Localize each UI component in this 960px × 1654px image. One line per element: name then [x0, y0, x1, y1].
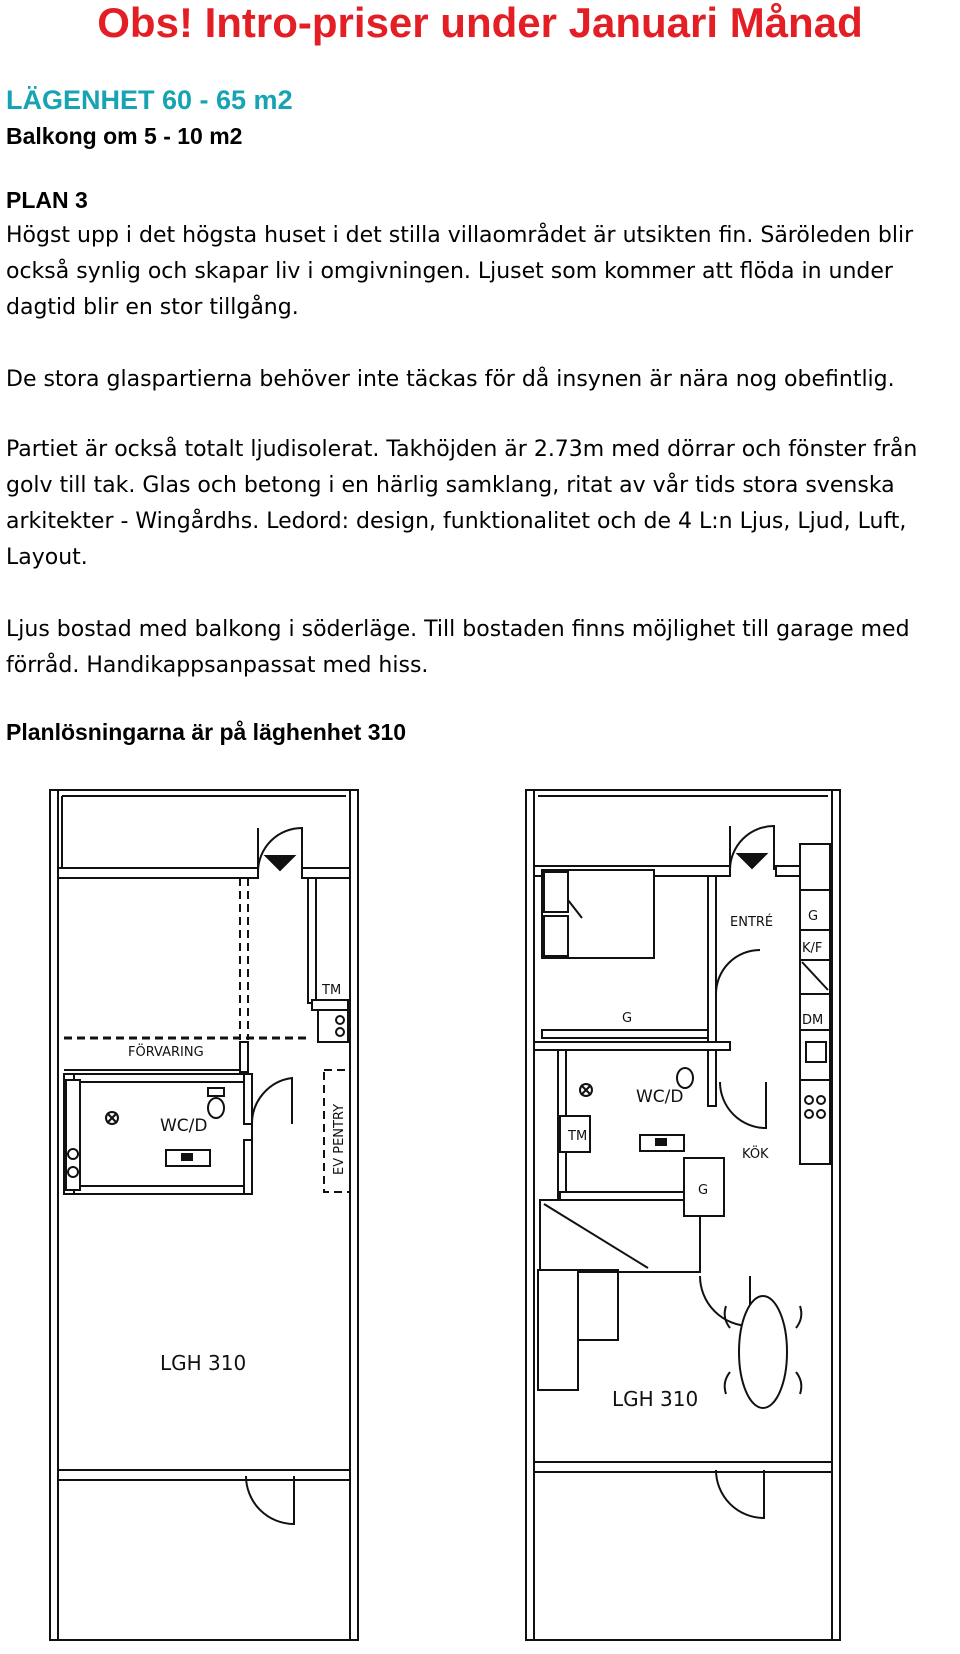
g-label-top: G	[808, 909, 819, 924]
floor-plans-heading: Planlösningarna är på läghenhet 310	[6, 719, 407, 745]
floor-plan-heading: PLAN 3	[6, 187, 88, 213]
description-paragraph-glass: De stora glaspartierna behöver inte täckas för då insynen är nära nog obefintlig.	[6, 367, 895, 392]
wc-label: WC/D	[160, 1116, 208, 1136]
kitchen-label: KÖK	[742, 1147, 769, 1162]
pantry-label: EV PENTRY	[332, 1103, 347, 1175]
floor-plan-open-layout	[40, 780, 440, 1650]
description-paragraph-features: Ljus bostad med balkong i söderläge. Till bostaden finns möjlighet till garage med förråd. Handikappsanpassat med hiss.	[6, 617, 910, 678]
storage-label: FÖRVARING	[128, 1045, 204, 1060]
balcony-size-subheading: Balkong om 5 - 10 m2	[6, 123, 243, 149]
tm-label-right: TM	[568, 1129, 588, 1144]
unit-label: LGH 310	[160, 1351, 247, 1375]
apartment-size-heading: LÄGENHET 60 - 65 m2	[6, 85, 293, 115]
dm-label: DM	[802, 1013, 824, 1028]
g-label-wardrobe: G	[622, 1011, 633, 1026]
entry-label: ENTRÉ	[730, 915, 774, 930]
floor-plan-bedroom-layout	[520, 780, 940, 1650]
unit-label-right: LGH 310	[612, 1387, 699, 1411]
description-paragraph-view: Högst upp i det högsta huset i det stilla villaområdet är utsikten fin. Säröleden blir också synlig och skapar liv i omgivningen. Ljuset som kommer att flöda in under dagtid blir en stor tillgång.	[6, 223, 914, 320]
description-paragraph-design: Partiet är också totalt ljudisolerat. Takhöjden är 2.73m med dörrar och fönster från golv till tak. Glas och betong i en härlig samklang, ritat av vår tids stora svenska arkitekter - Wingårdhs. Ledord: design, funktionalitet och de 4 L:n Ljus, Ljud, Luft, Layout.	[6, 437, 918, 570]
intro-price-banner: Obs! Intro-priser under Januari Månad	[97, 0, 863, 46]
tm-label: TM	[322, 983, 342, 998]
kf-label: K/F	[802, 941, 823, 956]
wc-label-right: WC/D	[636, 1087, 684, 1107]
g-label-closet: G	[698, 1183, 709, 1198]
